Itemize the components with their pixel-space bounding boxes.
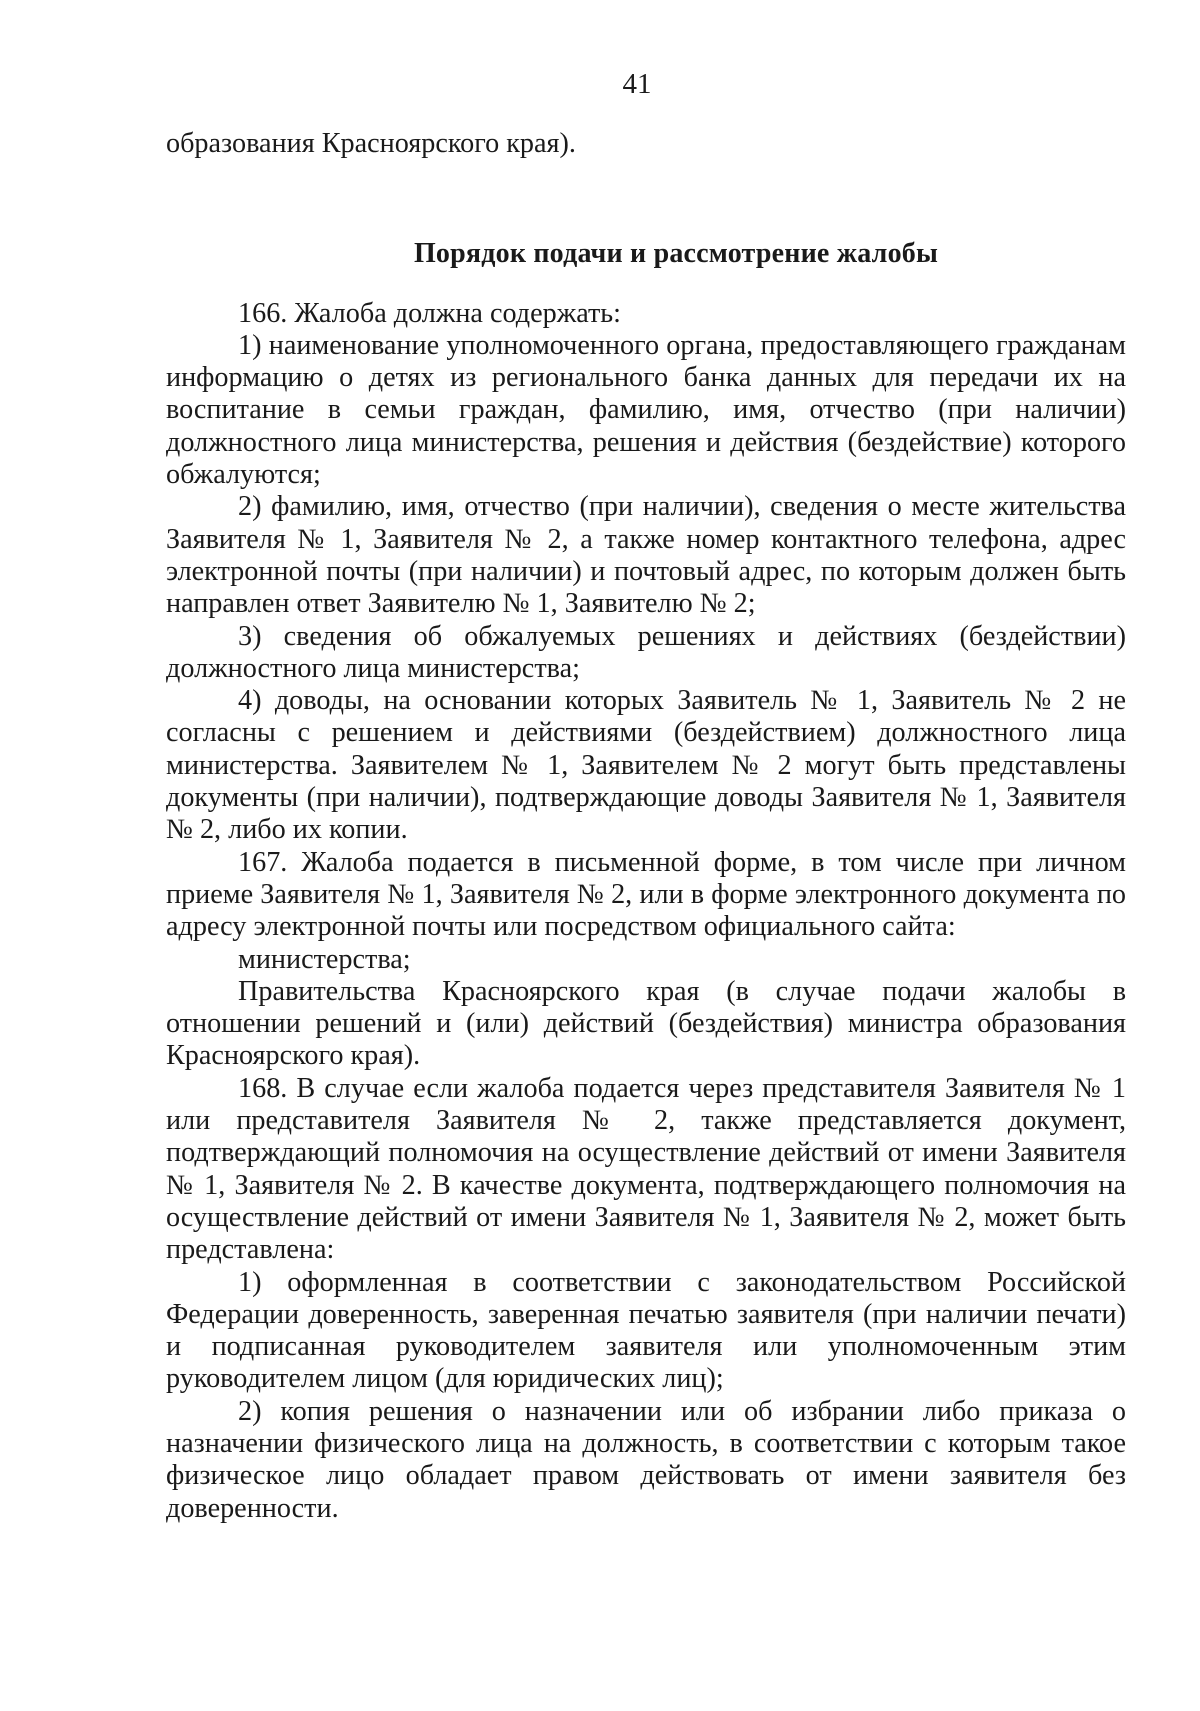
paragraph-166-item-2: 2) фамилию, имя, отчество (при наличии), сведения о месте жительства Заявителя № 1, Заявителя № 2, а также номер контактного телефона, адрес электронной почты (при наличии) и почтовый адрес, по которым должен быть направлен ответ Заявителю № 1, Заявителю № 2; xyxy=(166,491,1126,620)
paragraph-168-item-1: 1) оформленная в соответствии с законодательством Российской Федерации доверенность, заверенная печатью заявителя (при наличии печати) и подписанная руководителем заявителя или уполномоченным этим руководителем лицом (для юридических лиц); xyxy=(166,1266,1126,1395)
paragraph-168-item-2: 2) копия решения о назначении или об избрании либо приказа о назначении физического лица на должность, в соответствии с которым такое физическое лицо обладает правом действовать от имени заявителя без доверенности. xyxy=(166,1395,1126,1524)
paragraph-166-item-1: 1) наименование уполномоченного органа, предоставляющего гражданам информацию о детях из регионального банка данных для передачи их на воспитание в семьи граждан, фамилию, имя, отчество (при наличии) должностного лица министерства, решения и действия (бездействие) которого обжалуются; xyxy=(166,329,1126,491)
page-number: 41 xyxy=(622,68,652,100)
paragraph-166-item-4: 4) доводы, на основании которых Заявитель № 1, Заявитель № 2 не согласны с решением и действиями (бездействием) должностного лица министерства. Заявителем № 1, Заявителем № 2 могут быть представлены документы (при наличии), подтверждающие доводы Заявителя № 1, Заявителя № 2, либо их копии. xyxy=(166,685,1126,846)
paragraph-166-item-3: 3) сведения об обжалуемых решениях и действиях (бездействии) должностного лица министерства; xyxy=(166,620,1126,684)
document-body xyxy=(166,128,1126,1525)
paragraph-167-item-ministry: министерства; xyxy=(238,943,411,975)
intro-line: образования Красноярского края). xyxy=(166,128,576,159)
paragraph-167-item-government: Правительства Красноярского края (в случае подачи жалобы в отношении решений и (или) действий (бездействия) министра образования Красноярского края). xyxy=(166,975,1126,1072)
paragraph-168: 168. В случае если жалоба подается через представителя Заявителя № 1 или представителя Заявителя № 2, также представляется документ, подтверждающий полномочия на осуществление действий от имени Заявителя № 1, Заявителя № 2. В качестве документа, подтверждающего полномочия на осуществление действий от имени Заявителя № 1, Заявителя № 2, может быть представлена: xyxy=(166,1072,1126,1266)
section-heading: Порядок подачи и рассмотрение жалобы xyxy=(413,238,939,270)
paragraph-166: 166. Жалоба должна содержать: xyxy=(238,297,621,329)
paragraph-167: 167. Жалоба подается в письменной форме, в том числе при личном приеме Заявителя № 1, Заявителя № 2, или в форме электронного документа по адресу электронной почты или посредством официального сайта: xyxy=(166,846,1126,943)
